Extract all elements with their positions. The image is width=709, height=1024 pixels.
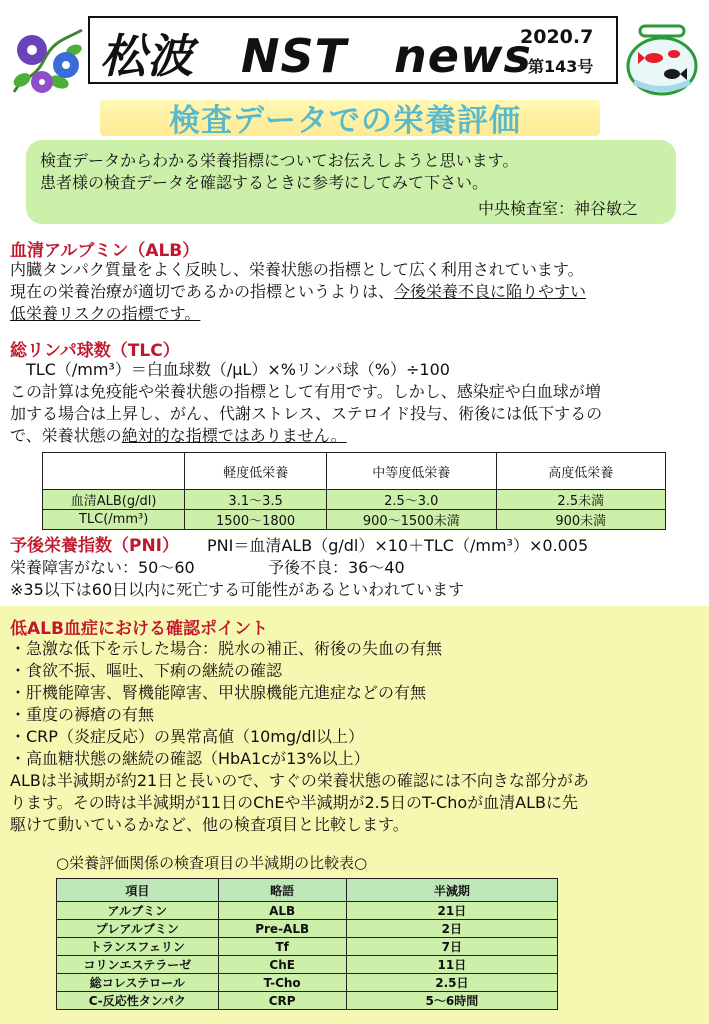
table-cell: 血清ALB(g/dl) bbox=[43, 490, 185, 510]
alb-text-underlined: 低栄養リスクの指標です。 bbox=[10, 304, 201, 323]
alb-section-title: 血清アルブミン（ALB） bbox=[10, 241, 200, 261]
table-cell: TLC(/mm³) bbox=[43, 510, 185, 530]
table-cell: 2.5日 bbox=[346, 974, 557, 992]
table-cell: Tf bbox=[218, 938, 346, 956]
table-cell: 7日 bbox=[346, 938, 557, 956]
table-row bbox=[57, 956, 558, 974]
checkpoint-item: ・食欲不振、嘔吐、下痢の継続の確認 bbox=[10, 661, 283, 680]
table-cell: Pre-ALB bbox=[218, 920, 346, 938]
tlc-formula: TLC（/mm³）＝白血球数（/μL）×%リンパ球（%）÷100 bbox=[26, 360, 450, 379]
table-header-cell: 中等度低栄養 bbox=[327, 453, 497, 490]
checkpoint-item: ・CRP（炎症反応）の異常高値（10mg/dl以上） bbox=[10, 727, 365, 746]
table-cell: 11日 bbox=[346, 956, 557, 974]
table-header-cell: 高度低栄養 bbox=[496, 453, 665, 490]
issue-date: 2020.7 bbox=[520, 26, 594, 48]
table-cell: 5～6時間 bbox=[346, 992, 557, 1010]
table-header-cell: 項目 bbox=[57, 879, 219, 902]
table-row bbox=[43, 490, 666, 510]
table-cell: 1500～1800 bbox=[185, 510, 327, 530]
table-cell: プレアルブミン bbox=[57, 920, 219, 938]
intro-line: 患者様の検査データを確認するときに参考にしてみて下さい。 bbox=[40, 173, 489, 192]
malnutrition-grade-table bbox=[42, 452, 666, 530]
half-life-paragraph: ります。その時は半減期が11日のChEや半減期が2.5日のT-Choが血清ALBに先 bbox=[10, 793, 578, 812]
table-row bbox=[57, 992, 558, 1010]
half-life-paragraph: 駆けて動いているかなど、他の検査項目と比較します。 bbox=[10, 815, 409, 834]
alb-text-plain: 現在の栄養治療が適切であるかの指標というよりは、 bbox=[10, 282, 395, 301]
table-row bbox=[57, 902, 558, 920]
table-cell: 900未満 bbox=[496, 510, 665, 530]
table-cell: アルブミン bbox=[57, 902, 219, 920]
table-cell: T-Cho bbox=[218, 974, 346, 992]
tlc-text bbox=[10, 425, 347, 447]
pni-heading-line bbox=[10, 535, 588, 557]
table-cell: ChE bbox=[218, 956, 346, 974]
table-cell: 3.1～3.5 bbox=[185, 490, 327, 510]
table-header-cell: 半減期 bbox=[346, 879, 557, 902]
table-header-cell: 軽度低栄養 bbox=[185, 453, 327, 490]
tlc-section-title: 総リンパ球数（TLC） bbox=[10, 341, 180, 361]
table-cell: 総コレステロール bbox=[57, 974, 219, 992]
table-cell: 900～1500未満 bbox=[327, 510, 497, 530]
checkpoint-item: ・高血糖状態の継続の確認（HbA1cが13%以上） bbox=[10, 749, 370, 768]
tlc-text-underlined: 絶対的な指標ではありません。 bbox=[121, 426, 347, 445]
alb-text bbox=[10, 281, 586, 303]
table-row bbox=[57, 920, 558, 938]
table-cell: ALB bbox=[218, 902, 346, 920]
issue-number: 第143号 bbox=[528, 57, 594, 76]
table-header-cell: 略語 bbox=[218, 879, 346, 902]
table-cell: 21日 bbox=[346, 902, 557, 920]
alb-text-underlined: 今後栄養不良に陥りやすい bbox=[394, 282, 587, 301]
half-life-table bbox=[56, 878, 558, 1010]
table-caption: ○栄養評価関係の検査項目の半減期の比較表○ bbox=[56, 854, 368, 872]
intro-author: 中央検査室：神谷敏之 bbox=[478, 199, 639, 218]
table-row bbox=[43, 510, 666, 530]
pni-section-title: 予後栄養指数（PNI） bbox=[10, 536, 180, 556]
table-cell: 2.5未満 bbox=[496, 490, 665, 510]
table-row bbox=[57, 974, 558, 992]
table-cell: トランスフェリン bbox=[57, 938, 219, 956]
table-row bbox=[57, 938, 558, 956]
checkpoint-item: ・急激な低下を示した場合：脱水の補正、術後の失血の有無 bbox=[10, 639, 443, 658]
low-alb-section-title: 低ALB血症における確認ポイント bbox=[10, 619, 268, 639]
table-header-row bbox=[57, 879, 558, 902]
tlc-text: この計算は免疫能や栄養状態の指標として有用です。しかし、感染症や白血球が増 bbox=[10, 382, 601, 401]
masthead-title: 松波 NST news bbox=[100, 29, 532, 83]
half-life-paragraph: ALBは半減期が約21日と長いので、すぐの栄養状態の確認には不向きな部分があ bbox=[10, 771, 589, 790]
checkpoint-item: ・肝機能障害、腎機能障害、甲状腺機能亢進症などの有無 bbox=[10, 683, 427, 702]
pni-formula: PNI＝血清ALB（g/dl）×10＋TLC（/mm³）×0.005 bbox=[207, 536, 589, 555]
table-header-cell bbox=[43, 453, 185, 490]
tlc-text-plain: で、栄養状態の bbox=[10, 426, 122, 445]
table-header-row bbox=[43, 453, 666, 490]
table-cell: 2.5～3.0 bbox=[327, 490, 497, 510]
table-cell: 2日 bbox=[346, 920, 557, 938]
pni-range-poor: 予後不良：36～40 bbox=[268, 558, 405, 577]
page-headline: 検査データでの栄養評価 bbox=[169, 103, 521, 139]
pni-note: ※35以下は60日以内に死亡する可能性があるといわれています bbox=[10, 580, 465, 599]
morning-glory-illustration bbox=[4, 20, 90, 100]
checkpoint-item: ・重度の褥瘡の有無 bbox=[10, 705, 155, 724]
tlc-text: 加する場合は上昇し、がん、代謝ストレス、ステロイド投与、術後には低下するの bbox=[10, 404, 603, 423]
alb-text: 内臓タンパク質量をよく反映し、栄養状態の指標として広く利用されています。 bbox=[10, 260, 584, 279]
table-cell: CRP bbox=[218, 992, 346, 1010]
pni-range-good: 栄養障害がない：50～60 bbox=[10, 558, 195, 577]
intro-line: 検査データからわかる栄養指標についてお伝えしようと思います。 bbox=[40, 151, 519, 170]
goldfish-bowl-illustration bbox=[620, 16, 704, 100]
table-cell: コリンエステラーゼ bbox=[57, 956, 219, 974]
table-cell: C-反応性タンパク bbox=[57, 992, 219, 1010]
